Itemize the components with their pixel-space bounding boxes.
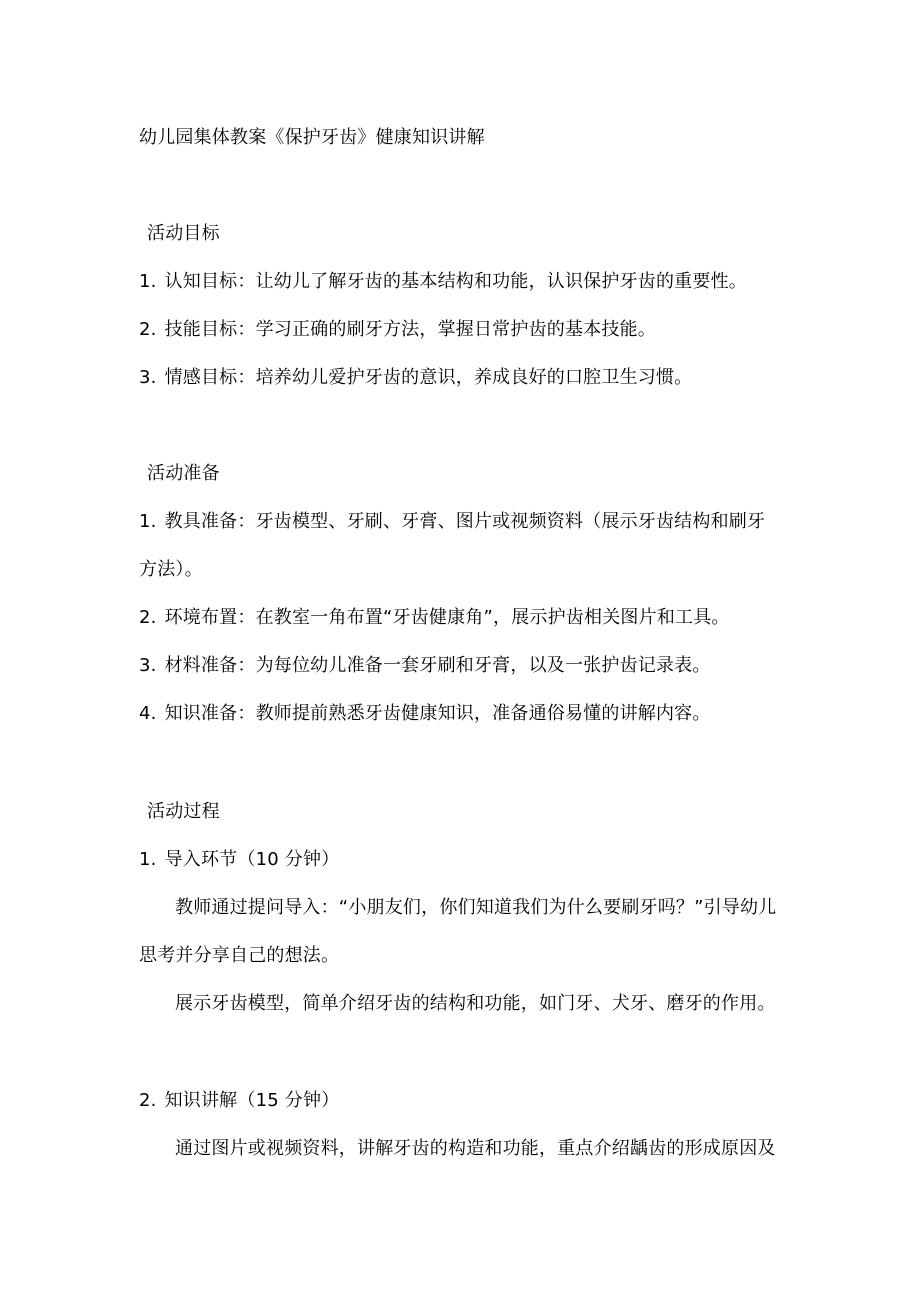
list-number: 3.: [139, 655, 157, 676]
list-text: 教具准备：牙齿模型、牙刷、牙膏、图片或视频资料（展示牙齿结构和刷牙: [164, 511, 766, 532]
list-number: 3.: [139, 367, 157, 388]
step-number: 1.: [139, 849, 157, 870]
step-title-text: 导入环节（10 分钟）: [164, 849, 340, 870]
list-number: 1.: [139, 511, 157, 532]
list-text: 知识准备：教师提前熟悉牙齿健康知识，准备通俗易懂的讲解内容。: [164, 703, 711, 724]
list-item: [139, 270, 747, 294]
list-item: [139, 318, 656, 342]
step-title-text: 知识讲解（15 分钟）: [164, 1090, 340, 1111]
list-number: 1.: [139, 271, 157, 292]
step-title: [139, 1089, 339, 1113]
list-item-continuation: 方法）。: [139, 559, 203, 580]
paragraph: 展示牙齿模型，简单介绍牙齿的结构和功能，如门牙、犬牙、磨牙的作用。: [175, 993, 776, 1014]
step-title: [139, 848, 339, 872]
list-text: 技能目标：学习正确的刷牙方法，掌握日常护齿的基本技能。: [164, 319, 656, 340]
list-item: [139, 702, 711, 726]
list-item: [139, 510, 765, 534]
section-heading-process: 活动过程: [147, 801, 220, 822]
paragraph: 教师通过提问导入：“小朋友们，你们知道我们为什么要刷牙吗？”引导幼儿: [175, 897, 777, 918]
list-text: 环境布置：在教室一角布置“牙齿健康角”，展示护齿相关图片和工具。: [164, 607, 730, 628]
step-number: 2.: [139, 1090, 157, 1111]
list-item: [139, 366, 692, 390]
paragraph-continuation: 思考并分享自己的想法。: [139, 945, 340, 966]
paragraph: 通过图片或视频资料，讲解牙齿的构造和功能，重点介绍龋齿的形成原因及: [175, 1138, 776, 1159]
list-number: 2.: [139, 607, 157, 628]
list-item: [139, 606, 730, 630]
list-number: 4.: [139, 703, 157, 724]
document-title: 幼儿园集体教案《保护牙齿》健康知识讲解: [139, 127, 485, 148]
list-item: [139, 654, 711, 678]
list-text: 材料准备：为每位幼儿准备一套牙刷和牙膏，以及一张护齿记录表。: [164, 655, 711, 676]
section-heading-preparation: 活动准备: [147, 463, 220, 484]
section-heading-goals: 活动目标: [147, 223, 220, 244]
list-text: 认知目标：让幼儿了解牙齿的基本结构和功能，认识保护牙齿的重要性。: [164, 271, 747, 292]
list-text: 情感目标：培养幼儿爱护牙齿的意识，养成良好的口腔卫生习惯。: [164, 367, 693, 388]
list-number: 2.: [139, 319, 157, 340]
